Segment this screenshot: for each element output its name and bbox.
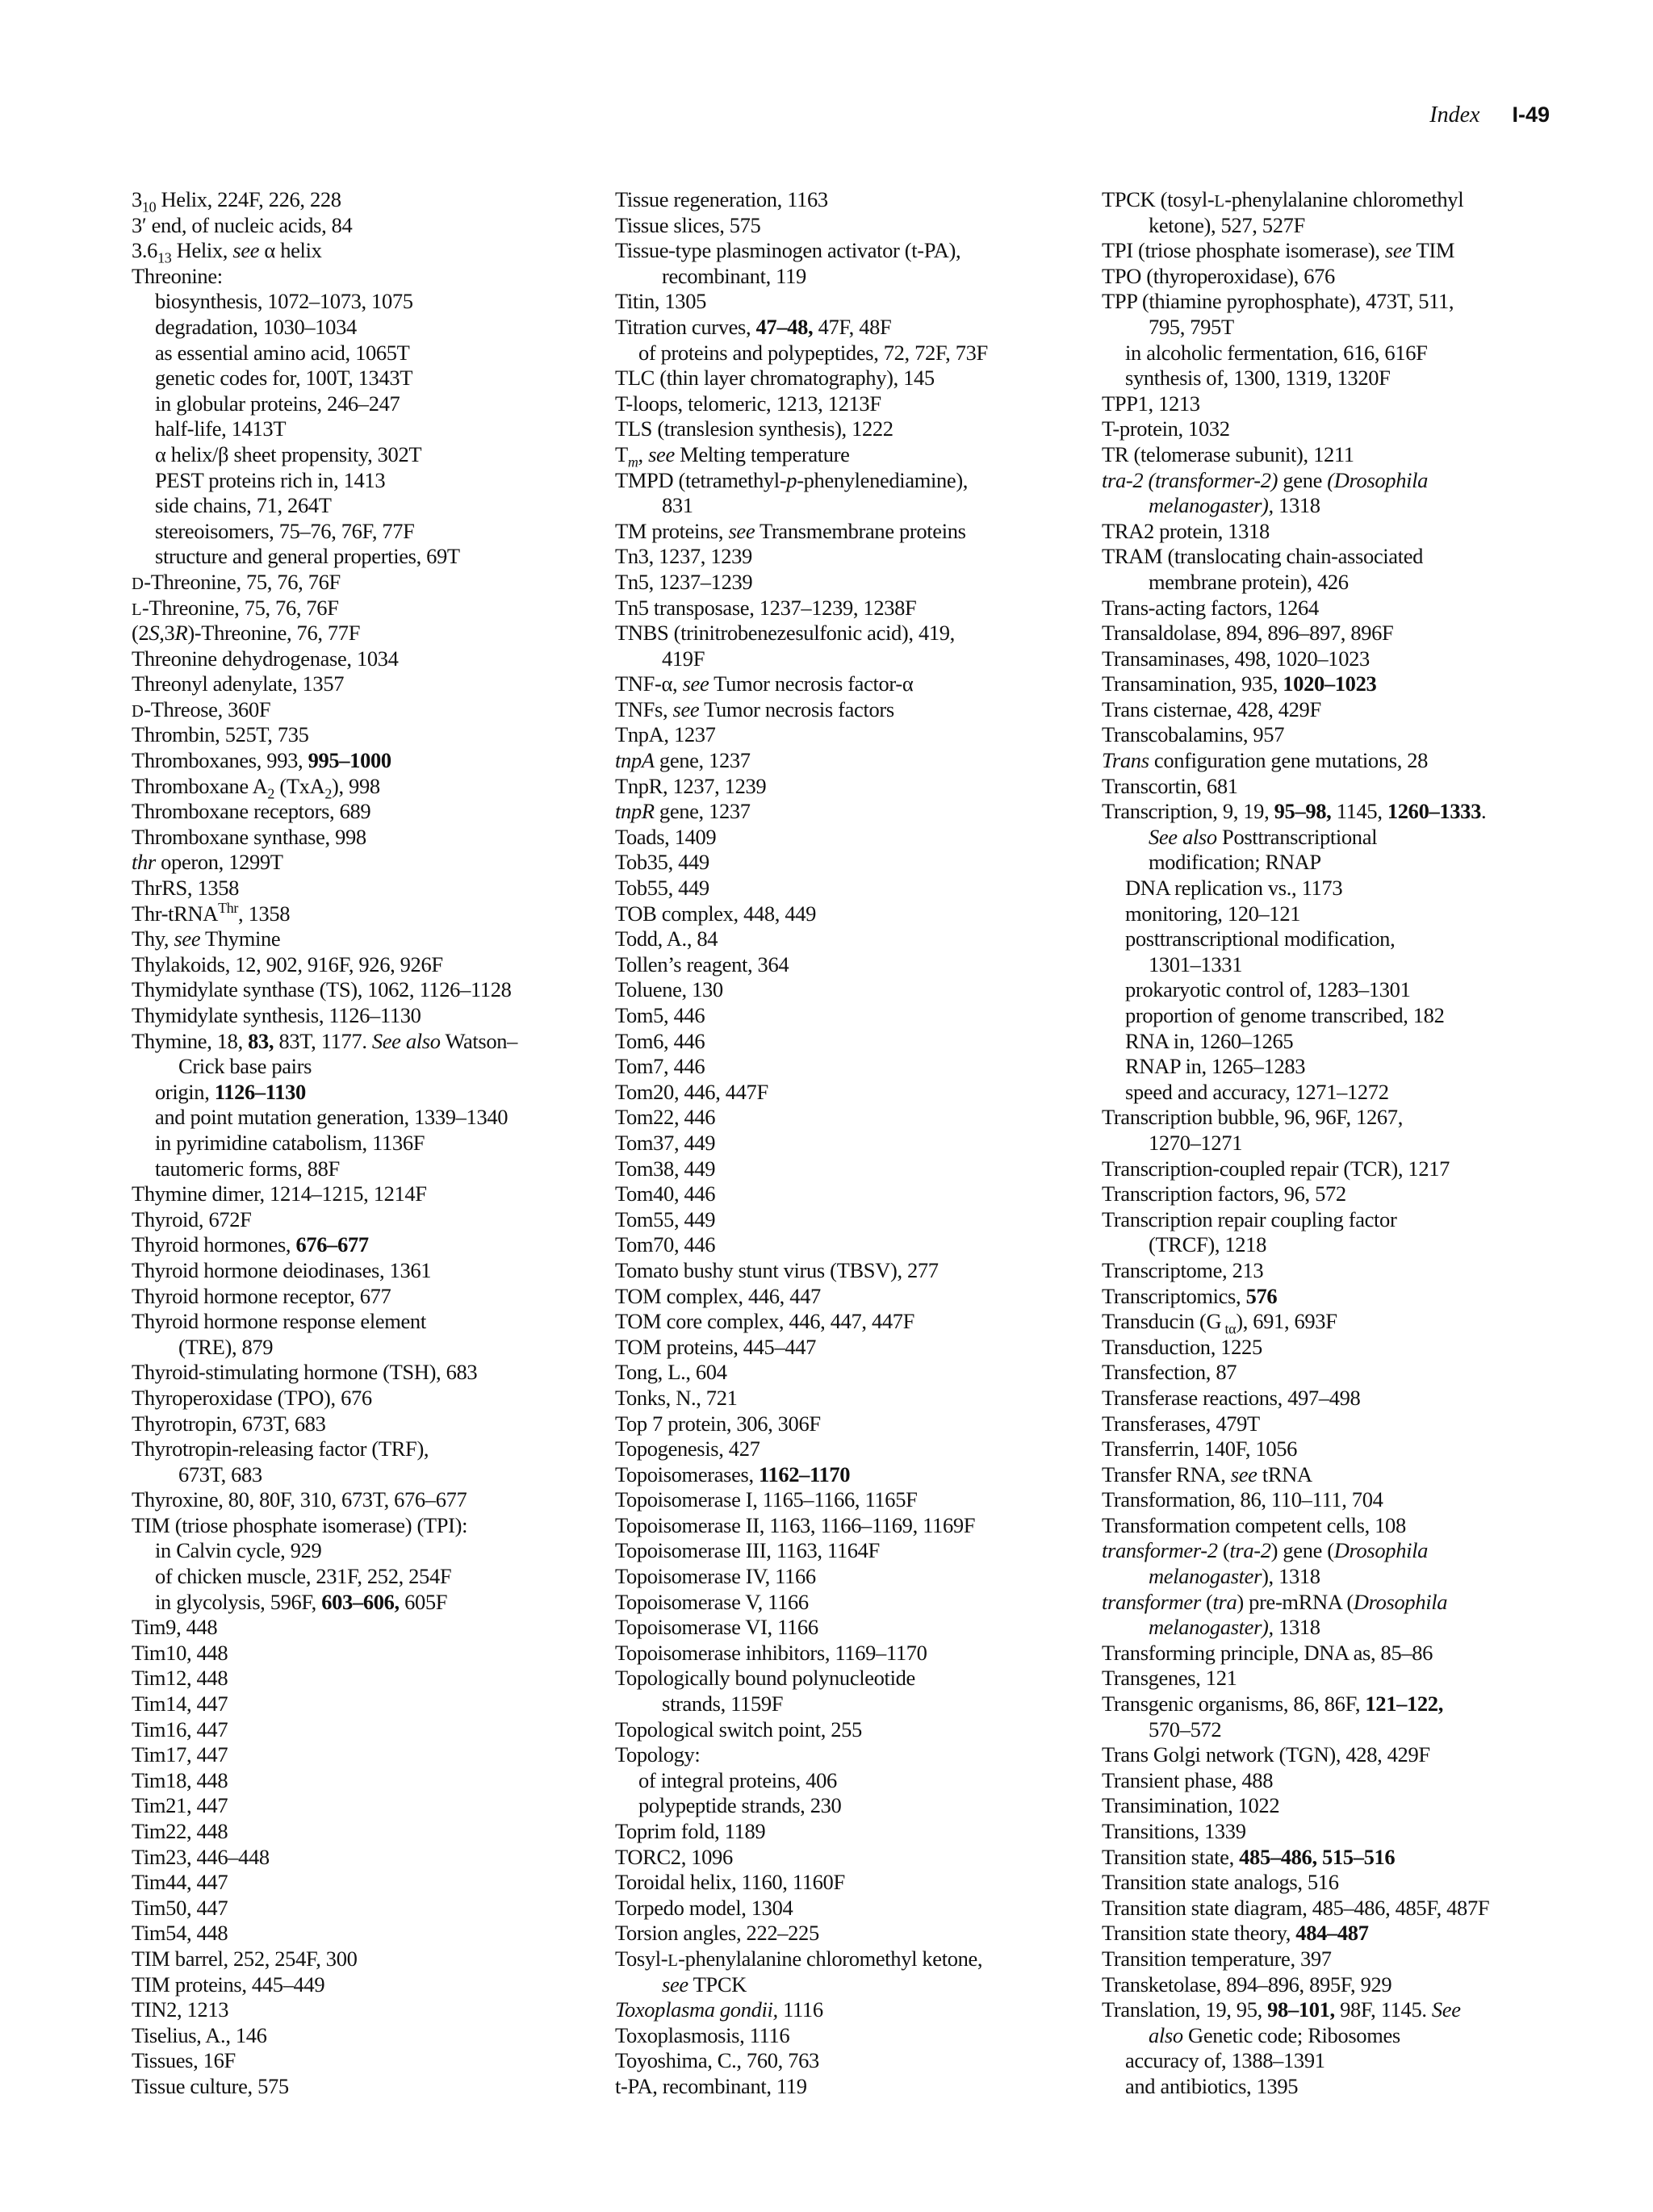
index-entry: Toluene, 130 — [615, 977, 723, 1002]
index-subentry: prokaryotic control of, 1283–1301 — [1125, 977, 1411, 1002]
index-entry: Thymidylate synthase (TS), 1062, 1126–1128 — [132, 977, 512, 1002]
index-entry: Tn5 transposase, 1237–1239, 1238F — [615, 595, 917, 620]
index-entry: $3.6_{13}$ Helix, see α helix — [132, 238, 322, 266]
index-entry: Transcortin, 681 — [1102, 773, 1238, 798]
index-entry: TOM proteins, 445–447 — [615, 1334, 817, 1359]
index-entry: Thyroid, 672F — [132, 1206, 252, 1231]
index-entry: TM proteins, see Transmembrane proteins — [615, 518, 966, 543]
index-entry: Tissue-type plasminogen activator (t-PA), — [615, 238, 961, 263]
index-column-3 — [1102, 187, 1570, 2100]
index-entry: Toxoplasmosis, 1116 — [615, 2022, 790, 2047]
index-entry: Tom70, 446 — [615, 1232, 716, 1257]
index-entry: Transferrin, 140F, 1056 — [1102, 1436, 1298, 1461]
index-entry: TR (telomerase subunit), 1211 — [1102, 441, 1354, 466]
index-entry: tnpR gene, 1237 — [615, 799, 751, 824]
index-entry-continuation: (TRE), 879 — [178, 1334, 274, 1359]
index-entry: Tim12, 448 — [132, 1666, 228, 1691]
index-entry: TOM core complex, 446, 447, 447F — [615, 1309, 915, 1334]
index-entry: Topogenesis, 427 — [615, 1436, 760, 1461]
index-column-1 — [132, 187, 584, 2100]
index-entry: TIM barrel, 252, 254F, 300 — [132, 1946, 358, 1971]
index-entry: TLC (thin layer chromatography), 145 — [615, 366, 935, 391]
index-entry: Thr-tRNA$^{Thr}$, 1358 — [132, 899, 291, 926]
index-subentry: side chains, 71, 264T — [155, 493, 332, 518]
index-entry: Trans configuration gene mutations, 28 — [1102, 748, 1429, 773]
index-entry: Transformation competent cells, 108 — [1102, 1512, 1406, 1537]
index-entry: Transimination, 1022 — [1102, 1793, 1280, 1818]
index-entry: Transfer RNA, see tRNA — [1102, 1461, 1312, 1487]
index-entry: Toads, 1409 — [615, 824, 717, 849]
index-subentry: synthesis of, 1300, 1319, 1320F — [1125, 366, 1391, 391]
index-entry: TNBS (trinitrobenezesulfonic acid), 419, — [615, 621, 955, 646]
index-subentry: stereoisomers, 75–76, 76F, 77F — [155, 518, 415, 543]
index-entry: Translation, 19, 95, 98–101, 98F, 1145. See — [1102, 1997, 1461, 2022]
index-entry: transformer-2 (tra-2) gene (Drosophila — [1102, 1538, 1429, 1563]
index-subentry: in Calvin cycle, 929 — [155, 1538, 322, 1563]
index-entry: TIM (triose phosphate isomerase) (TPI): — [132, 1512, 468, 1537]
index-entry-continuation: modification; RNAP — [1149, 850, 1321, 875]
index-entry: Transition state analogs, 516 — [1102, 1870, 1339, 1895]
index-entry: Transitions, 1339 — [1102, 1819, 1246, 1843]
index-subentry: α helix/β sheet propensity, 302T — [155, 441, 422, 466]
index-subentry: proportion of genome transcribed, 182 — [1125, 1003, 1445, 1027]
index-subentry: in glycolysis, 596F, 603–606, 605F — [155, 1589, 448, 1614]
index-subentry: origin, 1126–1130 — [155, 1079, 306, 1104]
index-entry: Transcription factors, 96, 572 — [1102, 1181, 1346, 1206]
index-entry: Tn5, 1237–1239 — [615, 569, 753, 594]
index-subentry: DNA replication vs., 1173 — [1125, 876, 1343, 901]
index-entry: Tom37, 449 — [615, 1130, 716, 1155]
index-entry: Transformation, 86, 110–111, 704 — [1102, 1487, 1383, 1512]
index-entry: TORC2, 1096 — [615, 1844, 733, 1869]
index-entry: Thyroxine, 80, 80F, 310, 673T, 676–677 — [132, 1487, 467, 1512]
index-entry-continuation: membrane protein), 426 — [1149, 569, 1349, 594]
index-entry: TPP1, 1213 — [1102, 391, 1200, 416]
index-entry: Transcription, 9, 19, 95–98, 1145, 1260–1333. — [1102, 799, 1487, 824]
index-entry: Tom40, 446 — [615, 1181, 716, 1206]
index-subentry: accuracy of, 1388–1391 — [1125, 2048, 1325, 2073]
index-subentry: in globular proteins, 246–247 — [155, 391, 400, 416]
index-entry: Transcription-coupled repair (TCR), 1217 — [1102, 1156, 1450, 1181]
index-entry: TPI (triose phosphate isomerase), see TIM — [1102, 238, 1455, 263]
index-entry: Topology: — [615, 1742, 701, 1767]
index-entry: Transient phase, 488 — [1102, 1767, 1274, 1792]
index-entry: thr operon, 1299T — [132, 850, 283, 875]
index-entry: TMPD (tetramethyl-p-phenylenediamine), — [615, 467, 969, 492]
index-entry: Topoisomerase IV, 1166 — [615, 1564, 816, 1589]
index-entry: Tim14, 447 — [132, 1691, 228, 1716]
index-entry: Tissues, 16F — [132, 2048, 236, 2073]
index-subentry: of chicken muscle, 231F, 252, 254F — [155, 1564, 452, 1589]
index-entry: Tim18, 448 — [132, 1767, 228, 1792]
index-entry-continuation: strands, 1159F — [662, 1691, 784, 1716]
index-entry: $T_m$, see Melting temperature — [615, 441, 850, 470]
index-subentry: as essential amino acid, 1065T — [155, 340, 410, 365]
index-entry: Thyroid hormone receptor, 677 — [132, 1283, 391, 1308]
index-entry: Transaminases, 498, 1020–1023 — [1102, 646, 1370, 671]
index-subentry: structure and general properties, 69T — [155, 544, 460, 569]
index-entry-continuation: 795, 795T — [1149, 314, 1234, 339]
index-entry: Tom22, 446 — [615, 1105, 716, 1130]
index-entry: Tim23, 446–448 — [132, 1844, 270, 1869]
index-entry: Transfection, 87 — [1102, 1360, 1237, 1385]
index-entry: Transaldolase, 894, 896–897, 896F — [1102, 621, 1394, 646]
page-number: I-49 — [1512, 102, 1550, 127]
index-entry: Tom7, 446 — [615, 1054, 705, 1079]
index-entry: TnpR, 1237, 1239 — [615, 773, 767, 798]
index-entry: Toroidal helix, 1160, 1160F — [615, 1870, 845, 1895]
index-entry: Titration curves, 47–48, 47F, 48F — [615, 314, 892, 339]
index-entry: Thymine dimer, 1214–1215, 1214F — [132, 1181, 427, 1206]
index-entry: Tim21, 447 — [132, 1793, 228, 1818]
index-entry: Todd, A., 84 — [615, 926, 718, 951]
index-entry: Thyrotropin, 673T, 683 — [132, 1411, 326, 1436]
index-column-2 — [615, 187, 1067, 2100]
index-entry: Transgenic organisms, 86, 86F, 121–122, — [1102, 1691, 1443, 1716]
index-entry: Trans Golgi network (TGN), 428, 429F — [1102, 1742, 1430, 1767]
index-entry: Toprim fold, 1189 — [615, 1819, 766, 1843]
index-entry: Tob55, 449 — [615, 876, 709, 901]
index-entry: Threonyl adenylate, 1357 — [132, 671, 345, 696]
index-entry: Tomato bushy stunt virus (TBSV), 277 — [615, 1257, 939, 1282]
index-entry: Transferase reactions, 497–498 — [1102, 1385, 1361, 1410]
index-entry: Tosyl-L-phenylalanine chloromethyl ketone, — [615, 1946, 983, 1971]
index-entry: Tim9, 448 — [132, 1615, 218, 1640]
index-entry: Torpedo model, 1304 — [615, 1895, 793, 1920]
index-entry: Tissue culture, 575 — [132, 2073, 289, 2098]
index-entry: Toxoplasma gondii, 1116 — [615, 1997, 823, 2022]
index-entry: Topoisomerase inhibitors, 1169–1170 — [615, 1640, 927, 1665]
index-entry: Transketolase, 894–896, 895F, 929 — [1102, 1972, 1392, 1997]
index-entry: Topological switch point, 255 — [615, 1716, 862, 1742]
index-entry: TPO (thyroperoxidase), 676 — [1102, 263, 1335, 288]
index-entry: Thy, see Thymine — [132, 926, 281, 951]
index-subentry: in pyrimidine catabolism, 1136F — [155, 1130, 425, 1155]
index-entry: Tonks, N., 721 — [615, 1385, 738, 1410]
running-head — [1429, 102, 1550, 135]
index-entry: Torsion angles, 222–225 — [615, 1921, 819, 1946]
running-title: Index — [1429, 102, 1480, 128]
index-entry: Topoisomerase VI, 1166 — [615, 1615, 818, 1640]
index-subentry: of integral proteins, 406 — [638, 1767, 837, 1792]
index-entry: D-Threose, 360F — [132, 696, 271, 721]
index-entry: Tom55, 449 — [615, 1206, 716, 1231]
index-entry: Transcobalamins, 957 — [1102, 722, 1285, 747]
index-entry: Tim22, 448 — [132, 1819, 228, 1843]
index-entry: Thromboxane receptors, 689 — [132, 799, 371, 824]
index-entry: Tissue regeneration, 1163 — [615, 187, 828, 211]
index-entry: tnpA gene, 1237 — [615, 748, 751, 773]
index-entry: Thyroid hormone response element — [132, 1309, 426, 1334]
index-entry: Thyroperoxidase (TPO), 676 — [132, 1385, 372, 1410]
index-entry: Thymidylate synthesis, 1126–1130 — [132, 1003, 421, 1027]
index-entry: TOM complex, 446, 447 — [615, 1283, 821, 1308]
index-entry: Tom20, 446, 447F — [615, 1079, 768, 1104]
index-entry: Tim50, 447 — [132, 1895, 228, 1920]
index-entry: TRAM (translocating chain-associated — [1102, 544, 1424, 569]
index-entry-continuation: melanogaster), 1318 — [1149, 1564, 1320, 1589]
index-entry-continuation: see TPCK — [662, 1972, 747, 1997]
index-entry: Threonine dehydrogenase, 1034 — [132, 646, 399, 671]
index-entry: tra-2 (transformer-2) gene (Drosophila — [1102, 467, 1429, 492]
index-entry: Tollen’s reagent, 364 — [615, 951, 789, 976]
index-entry: $3_{10}$ Helix, 224F, 226, 228 — [132, 187, 341, 215]
index-subentry: monitoring, 120–121 — [1125, 901, 1301, 926]
index-entry: (2S,3R)-Threonine, 76, 77F — [132, 621, 361, 646]
index-entry: Transition temperature, 397 — [1102, 1946, 1332, 1971]
index-entry: Toyoshima, C., 760, 763 — [615, 2048, 819, 2073]
index-entry: Thymine, 18, 83, 83T, 1177. See also Watson– — [132, 1028, 518, 1053]
index-entry: T-protein, 1032 — [1102, 416, 1230, 441]
index-entry: L-Threonine, 75, 76, 76F — [132, 595, 339, 620]
index-subentry: in alcoholic fermentation, 616, 616F — [1125, 340, 1428, 365]
index-entry: TPP (thiamine pyrophosphate), 473T, 511, — [1102, 289, 1454, 314]
index-entry-continuation: (TRCF), 1218 — [1149, 1232, 1266, 1257]
index-entry-continuation: melanogaster), 1318 — [1149, 1615, 1320, 1640]
index-subentry: PEST proteins rich in, 1413 — [155, 467, 386, 492]
index-entry: 3′ end, of nucleic acids, 84 — [132, 212, 353, 237]
index-entry: Tom5, 446 — [615, 1003, 705, 1027]
index-entry: TLS (translesion synthesis), 1222 — [615, 416, 893, 441]
index-entry: Titin, 1305 — [615, 289, 706, 314]
index-entry: Transcriptomics, 576 — [1102, 1283, 1278, 1308]
index-entry-continuation: 1270–1271 — [1149, 1130, 1243, 1155]
index-entry-continuation: 831 — [662, 493, 693, 518]
index-subentry: polypeptide strands, 230 — [638, 1793, 842, 1818]
index-entry: Thyroid hormones, 676–677 — [132, 1232, 369, 1257]
index-entry: Tim10, 448 — [132, 1640, 228, 1665]
index-subentry: genetic codes for, 100T, 1343T — [155, 366, 413, 391]
index-entry: Transforming principle, DNA as, 85–86 — [1102, 1640, 1433, 1665]
index-entry: Tob35, 449 — [615, 850, 709, 875]
index-entry: Thyrotropin-releasing factor (TRF), — [132, 1436, 429, 1461]
index-subentry: tautomeric forms, 88F — [155, 1156, 340, 1181]
index-subentry: of proteins and polypeptides, 72, 72F, 73F — [638, 340, 988, 365]
index-entry: Tim44, 447 — [132, 1870, 228, 1895]
index-entry: Thrombin, 525T, 735 — [132, 722, 309, 747]
index-entry-continuation: also Genetic code; Ribosomes — [1149, 2022, 1400, 2047]
index-entry: Topoisomerase I, 1165–1166, 1165F — [615, 1487, 918, 1512]
index-entry: Transcription repair coupling factor — [1102, 1206, 1397, 1231]
index-entry: Topoisomerases, 1162–1170 — [615, 1461, 851, 1487]
index-entry: Transition state diagram, 485–486, 485F, 487F — [1102, 1895, 1490, 1920]
index-entry: Tong, L., 604 — [615, 1360, 727, 1385]
index-entry: Transamination, 935, 1020–1023 — [1102, 671, 1377, 696]
index-entry: transformer (tra) pre-mRNA (Drosophila — [1102, 1589, 1448, 1614]
index-entry: Thyroid-stimulating hormone (TSH), 683 — [132, 1360, 478, 1385]
index-entry: Tom6, 446 — [615, 1028, 705, 1053]
index-entry: Threonine: — [132, 263, 223, 288]
index-entry: Transgenes, 121 — [1102, 1666, 1237, 1691]
index-entry: Top 7 protein, 306, 306F — [615, 1411, 821, 1436]
index-subentry: RNAP in, 1265–1283 — [1125, 1054, 1306, 1079]
index-entry: Topoisomerase III, 1163, 1164F — [615, 1538, 880, 1563]
index-entry: T-loops, telomeric, 1213, 1213F — [615, 391, 881, 416]
index-entry: TIN2, 1213 — [132, 1997, 229, 2022]
index-entry: Transcriptome, 213 — [1102, 1257, 1264, 1282]
index-entry: Thromboxane $A_2$ (TxA$_2$), 998 — [132, 773, 380, 801]
index-entry: Tissue slices, 575 — [615, 212, 761, 237]
index-subentry: and antibiotics, 1395 — [1125, 2073, 1299, 2098]
index-entry-continuation: Crick base pairs — [178, 1054, 312, 1079]
index-entry: Thromboxanes, 993, 995–1000 — [132, 748, 391, 773]
index-entry: Topoisomerase II, 1163, 1166–1169, 1169F — [615, 1512, 976, 1537]
index-entry-continuation: melanogaster), 1318 — [1149, 493, 1320, 518]
index-entry: D-Threonine, 75, 76, 76F — [132, 569, 341, 594]
index-subentry: posttranscriptional modification, — [1125, 926, 1396, 951]
index-entry: Transduction, 1225 — [1102, 1334, 1262, 1359]
index-entry-continuation: 673T, 683 — [178, 1461, 262, 1487]
index-entry: TPCK (tosyl-L-phenylalanine chloromethyl — [1102, 187, 1464, 211]
index-entry: Tim17, 447 — [132, 1742, 228, 1767]
index-entry: Trans-acting factors, 1264 — [1102, 595, 1319, 620]
index-entry: Topoisomerase V, 1166 — [615, 1589, 809, 1614]
index-subentry: half-life, 1413T — [155, 416, 287, 441]
index-entry: TNFs, see Tumor necrosis factors — [615, 696, 894, 721]
index-subentry: speed and accuracy, 1271–1272 — [1125, 1079, 1389, 1104]
index-entry: TnpA, 1237 — [615, 722, 716, 747]
index-entry-continuation: 1301–1331 — [1149, 951, 1243, 976]
index-entry: Topologically bound polynucleotide — [615, 1666, 915, 1691]
index-entry: Tiselius, A., 146 — [132, 2022, 267, 2047]
index-entry: TRA2 protein, 1318 — [1102, 518, 1270, 543]
index-entry: TOB complex, 448, 449 — [615, 901, 817, 926]
index-subentry: degradation, 1030–1034 — [155, 314, 357, 339]
index-entry: ThrRS, 1358 — [132, 876, 240, 901]
index-entry-continuation: 570–572 — [1149, 1716, 1222, 1742]
index-entry-continuation: 419F — [662, 646, 705, 671]
index-entry: TNF-α, see Tumor necrosis factor-α — [615, 671, 914, 696]
index-entry: Trans cisternae, 428, 429F — [1102, 696, 1321, 721]
index-entry: Tim16, 447 — [132, 1716, 228, 1742]
index-entry: Transition state, 485–486, 515–516 — [1102, 1844, 1396, 1869]
index-subentry: biosynthesis, 1072–1073, 1075 — [155, 289, 413, 314]
index-entry-continuation: recombinant, 119 — [662, 263, 806, 288]
index-entry: Tom38, 449 — [615, 1156, 716, 1181]
index-entry: Transferases, 479T — [1102, 1411, 1260, 1436]
index-entry: Transcription bubble, 96, 96F, 1267, — [1102, 1105, 1403, 1130]
index-entry-continuation: See also Posttranscriptional — [1149, 824, 1378, 849]
index-entry: Thyroid hormone deiodinases, 1361 — [132, 1257, 432, 1282]
index-entry: Tn3, 1237, 1239 — [615, 544, 752, 569]
index-entry: Tim54, 448 — [132, 1921, 228, 1946]
index-entry: Transducin (G $_{t\alpha}$), 691, 693F — [1102, 1309, 1337, 1337]
index-subentry: and point mutation generation, 1339–1340 — [155, 1105, 508, 1130]
index-entry: TIM proteins, 445–449 — [132, 1972, 325, 1997]
index-entry: Transition state theory, 484–487 — [1102, 1921, 1369, 1946]
index-entry: Thromboxane synthase, 998 — [132, 824, 366, 849]
index-entry: Thylakoids, 12, 902, 916F, 926, 926F — [132, 951, 443, 976]
index-entry: t-PA, recombinant, 119 — [615, 2073, 807, 2098]
index-subentry: RNA in, 1260–1265 — [1125, 1028, 1294, 1053]
index-entry-continuation: ketone), 527, 527F — [1149, 212, 1305, 237]
